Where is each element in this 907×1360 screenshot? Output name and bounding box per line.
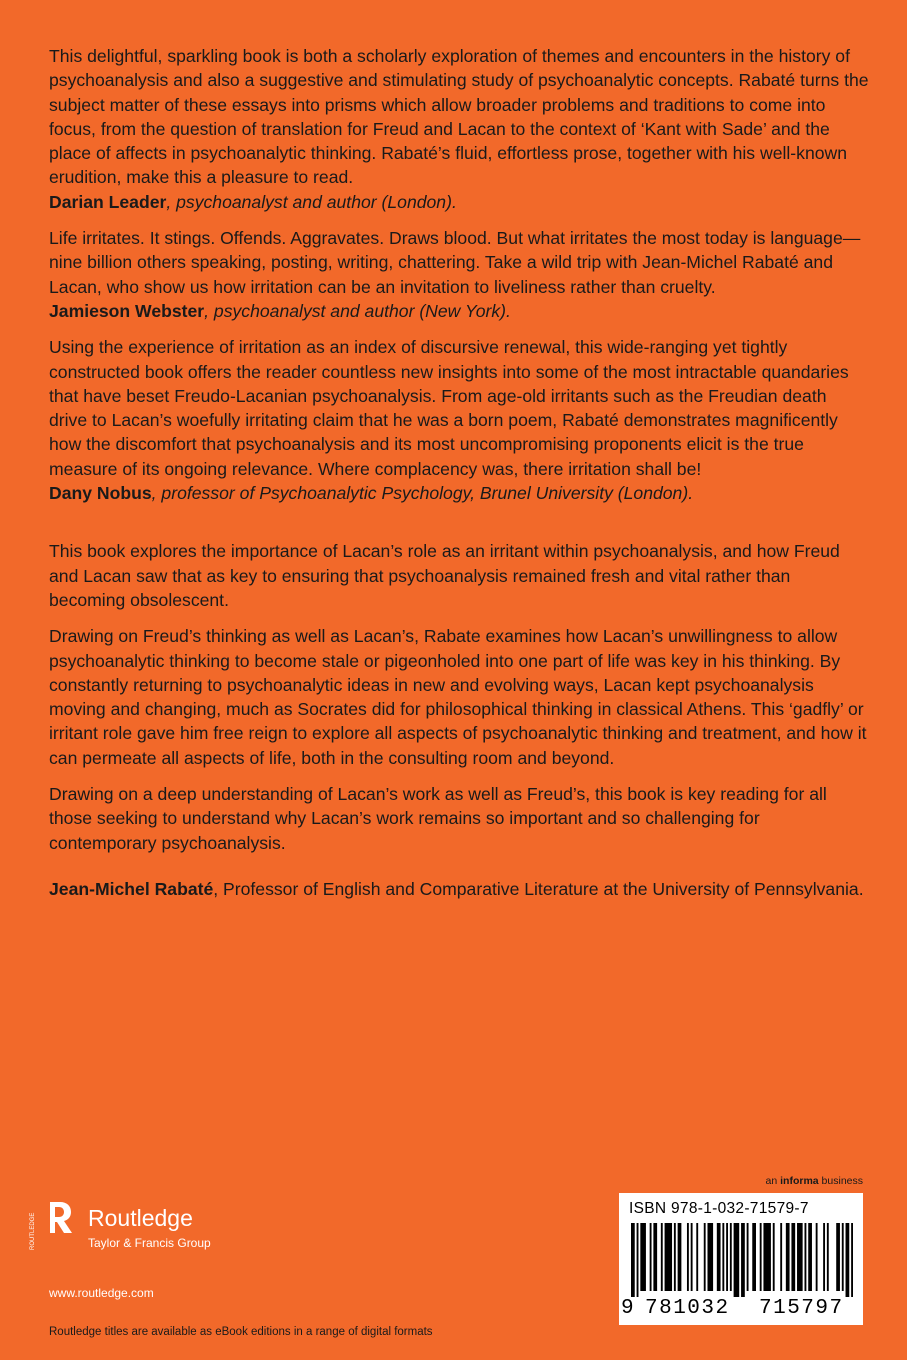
blurb-role: , psychoanalyst and author (New York).	[204, 300, 511, 321]
barcode-bar	[726, 1223, 728, 1291]
isbn-label: ISBN 978-1-032-71579-7	[629, 1200, 809, 1217]
barcode-bar	[696, 1223, 698, 1291]
routledge-vertical-text: ROUTLEDGE	[30, 1212, 36, 1250]
barcode-bar	[730, 1223, 732, 1291]
informa-brand: informa	[780, 1175, 819, 1187]
barcode-bar	[687, 1223, 689, 1291]
barcode-bar	[851, 1223, 853, 1297]
author-bio-text: , Professor of English and Comparative Literature at the University of Pennsylvania.	[213, 878, 864, 899]
description-paragraph: This book explores the importance of Lacan’s role as an irritant within psychoanalysis, and how Freud and Lacan saw that as key to ensuring that psychoanalysis remained fresh and vital rather than becoming obsolescent.	[49, 541, 840, 610]
publisher-website[interactable]: www.routledge.com	[49, 1286, 154, 1300]
barcode-bar	[640, 1223, 646, 1291]
barcode-bar	[797, 1223, 803, 1291]
barcode-bar	[842, 1223, 844, 1291]
author-name: Jean-Michel Rabaté	[49, 878, 214, 899]
description-paragraph: Drawing on Freud’s thinking as well as Lacan’s, Rabate examines how Lacan’s unwillingness to allow psychoanalytic thinking to become stale or pigeonholed into one part of life was key in his thinking. By constantly returning to psychoanalytic ideas in new and evolving ways, Lacan kept psychoanalysis moving and changing, much as Socrates did for philosophical thinking in classical Athens. This ‘gadfly’ or irritant role gave him free reign to explore all aspects of psychoanalytic thinking and treatment, and how it can permeate all aspects of life, both in the consulting room and beyond.	[49, 626, 867, 768]
barcode-bar	[691, 1223, 693, 1291]
description-paragraph: Drawing on a deep understanding of Lacan’s work as well as Freud’s, this book is key reading for all those seeking to understand why Lacan’s work remains so important and so challenging for contemporary psychoanalysis.	[49, 784, 827, 853]
barcode-digits	[619, 1297, 863, 1320]
barcode-bar	[741, 1223, 745, 1297]
barcode-bar	[816, 1223, 818, 1291]
barcode-bar	[780, 1223, 782, 1291]
barcode-first-digit: 9	[621, 1297, 636, 1320]
barcode-bar	[752, 1223, 756, 1291]
barcode-bar	[747, 1223, 749, 1291]
barcode-bar	[650, 1223, 652, 1291]
barcode-bar	[734, 1223, 740, 1297]
blurb-author: Darian Leader	[49, 191, 167, 212]
ebook-footnote: Routledge titles are available as eBook editions in a range of digital formats	[49, 1326, 433, 1338]
blurb-text: Using the experience of irritation as an index of discursive renewal, this wide-ranging yet tightly constructed book offers the reader countless new insights into some of the most intractable quandaries that have beset Freudo-Lacanian psychoanalysis. From age-old irritants such as the Freudian death drive to Lacan’s woefully irritating claim that he was a born poem, Rabaté demonstrates magnificently how the discomfort that psychoanalysis and its most uncompromising proponents elicit is the true measure of its ongoing relevance. Where complacency was, there irritation shall be!	[49, 337, 849, 479]
barcode-bar	[631, 1223, 635, 1297]
barcode-bar	[704, 1223, 706, 1291]
barcode-bar	[846, 1223, 850, 1297]
blurb-text: This delightful, sparkling book is both a scholarly exploration of themes and encounters in the history of psychoanalysis and also a suggestive and stimulating study of psychoanalytic concepts. Rabaté turns the subject matter of these essays into prisms which allow broader problems and traditions to come into focus, from the question of translation for Freud and Lacan to the context of ‘Kant with Sade’ and the place of affects in psychoanalytic thinking. Rabaté’s fluid, effortless prose, together with his well-known erudition, make this a pleasure to read.	[49, 46, 869, 188]
routledge-logo	[30, 1198, 288, 1268]
barcode-bar	[722, 1223, 724, 1291]
barcode-bar	[637, 1223, 639, 1297]
barcode-bar	[823, 1223, 825, 1291]
barcode-bar	[665, 1223, 672, 1291]
barcode-bar	[653, 1223, 657, 1291]
barcode-bar	[836, 1223, 840, 1291]
blurb-attribution	[49, 481, 869, 505]
blurb-attribution	[49, 190, 869, 214]
barcode-bar	[763, 1223, 770, 1291]
barcode-bar	[827, 1223, 829, 1291]
blurb-author: Dany Nobus	[49, 483, 152, 504]
barcode-bar	[805, 1223, 807, 1291]
barcode-bar	[678, 1223, 682, 1291]
barcode-bar	[808, 1223, 812, 1291]
barcode-bar	[760, 1223, 762, 1291]
blurb-role: , psychoanalyst and author (London).	[166, 191, 457, 212]
author-bio	[49, 877, 869, 901]
barcode-bar	[674, 1223, 676, 1291]
informa-tagline: an informa business	[765, 1175, 863, 1187]
barcode-bar	[791, 1223, 795, 1291]
barcode-bar	[717, 1223, 721, 1291]
barcode-bars	[631, 1223, 853, 1297]
barcode-bar	[661, 1223, 663, 1291]
publisher-group: Taylor & Francis Group	[88, 1236, 211, 1250]
barcode-bar	[707, 1223, 713, 1291]
publisher-name: Routledge	[88, 1205, 193, 1231]
barcode-right-group: 715797	[759, 1297, 844, 1320]
routledge-r-logo-icon	[30, 1198, 74, 1262]
barcode-bar	[773, 1223, 775, 1291]
blurb-author: Jamieson Webster	[49, 300, 205, 321]
back-cover-text	[49, 44, 869, 901]
blurb-role: , professor of Psychoanalytic Psychology, Brunel University (London).	[151, 483, 694, 504]
blurb-text: Life irritates. It stings. Offends. Aggravates. Draws blood. But what irritates the most today is language—nine billion others speaking, posting, writing, chattering. Take a wild trip with Jean-Michel Rabaté and Lacan, who show us how irritation can be an invitation to liveliness rather than cruelty.	[49, 228, 861, 297]
barcode-bar	[786, 1223, 790, 1291]
barcode-left-group: 781032	[645, 1297, 730, 1320]
blurb-attribution	[49, 299, 869, 323]
isbn-barcode	[619, 1193, 863, 1325]
